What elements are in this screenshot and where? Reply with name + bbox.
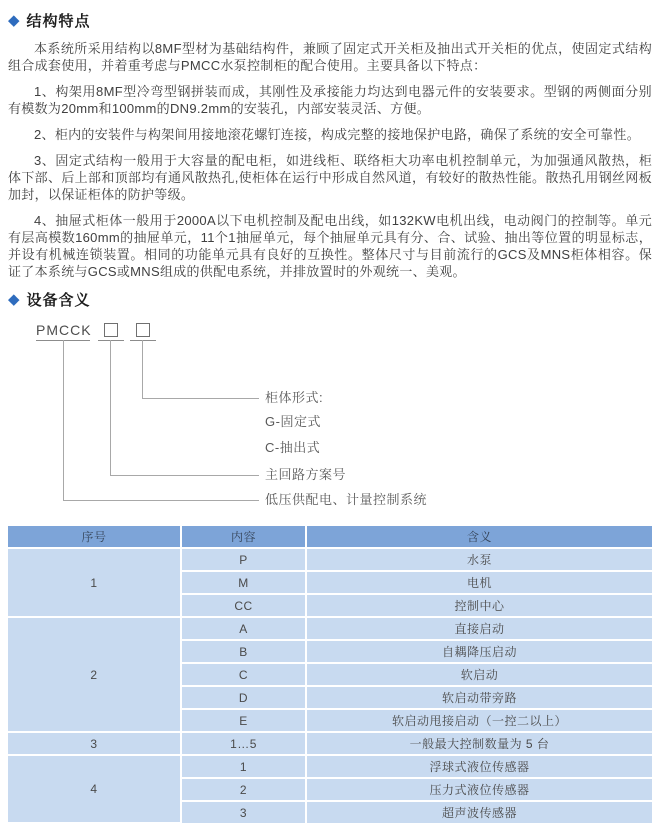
meaning-cell: 软启动甩接启动（一控二以上） — [306, 709, 652, 732]
meaning-cell: 一般最大控制数量为 5 台 — [306, 732, 652, 755]
model-code-box-2 — [136, 323, 150, 337]
code-cell: D — [181, 686, 306, 709]
section-heading-device — [8, 289, 652, 310]
table-row — [8, 617, 652, 640]
diamond-icon: ◆ — [8, 12, 20, 29]
diagram-label-system: 低压供配电、计量控制系统 — [265, 492, 428, 507]
code-cell: 1 — [181, 755, 306, 778]
meaning-cell: 软启动 — [306, 663, 652, 686]
section-title-device: 设备含义 — [26, 292, 91, 309]
meaning-cell: 压力式液位传感器 — [306, 778, 652, 801]
paragraph-feature-3: 3、固定式结构一般用于大容量的配电柜，如进线柜、联络柜大功率电机控制单元，为加强通风散热，柜体下部、后上部和顶部均有通风散热孔,使柜体在运行中形成自然风道，有较好的散热性能。散热孔用钢丝网板加封，以保证柜体的防护等级。 — [8, 153, 652, 202]
code-cell: P — [181, 548, 306, 571]
meaning-table — [8, 526, 652, 824]
model-code-diagram — [8, 320, 652, 520]
code-cell: CC — [181, 594, 306, 617]
code-cell: M — [181, 571, 306, 594]
code-cell: B — [181, 640, 306, 663]
meaning-cell: 软启动带旁路 — [306, 686, 652, 709]
paragraph-intro: 本系统所采用结构以8MF型材为基础结构件，兼顾了固定式开关柜及抽出式开关柜的优点，使固定式结构组合成套使用，并着重考虑与PMCC水泵控制柜的配合使用。主要具备以下特点： — [8, 41, 652, 73]
meaning-cell: 水泵 — [306, 548, 652, 571]
table-row — [8, 732, 652, 755]
meaning-cell: 直接启动 — [306, 617, 652, 640]
col-header-content: 内容 — [181, 526, 306, 548]
meaning-cell: 自耦降压启动 — [306, 640, 652, 663]
col-header-serial: 序号 — [8, 526, 181, 548]
col-header-meaning: 含义 — [306, 526, 652, 548]
serial-cell: 3 — [8, 732, 181, 755]
code-cell: C — [181, 663, 306, 686]
table-row — [8, 548, 652, 571]
code-cell: 2 — [181, 778, 306, 801]
model-code-text: PMCCK — [36, 322, 92, 338]
paragraph-feature-1: 1、构架用8MF型冷弯型钢拼装而成，其刚性及承接能力均达到电器元件的安装要求。型钢的两侧面分别有模数为20mm和100mm的DN9.2mm的安装孔，内部安装灵活、方便。 — [8, 84, 652, 116]
section-title-structure: 结构特点 — [26, 13, 91, 30]
diagram-label-drawout: C-抽出式 — [265, 440, 321, 455]
connector-line-cabinet-type — [142, 340, 259, 399]
table-header-row — [8, 526, 652, 548]
table-row — [8, 755, 652, 778]
code-cell: 1…5 — [181, 732, 306, 755]
diagram-label-scheme: 主回路方案号 — [265, 467, 347, 482]
diagram-label-fixed: G-固定式 — [265, 414, 321, 429]
section-heading-structure — [8, 10, 652, 31]
meaning-cell: 超声波传感器 — [306, 801, 652, 823]
code-cell: E — [181, 709, 306, 732]
paragraph-feature-4: 4、抽屉式柜体一般用于2000A以下电机控制及配电出线，如132KW电机出线，电动阀门的控制等。单元有层高模数160mm的抽屉单元，11个1抽屉单元，每个抽屉单元具有分、合、试验、抽出等位置的明显标志，并设有机械连锁装置。相同的功能单元具有良好的互换性。整体尺寸与目前流行的GCS及MNS柜体相容。保证了本系统与GCS或MNS组成的供配电系统，并排放置时的外观统一、美观。 — [8, 213, 652, 279]
diamond-icon: ◆ — [8, 291, 20, 308]
code-cell: 3 — [181, 801, 306, 823]
code-cell: A — [181, 617, 306, 640]
meaning-cell: 电机 — [306, 571, 652, 594]
model-code-box-1 — [104, 323, 118, 337]
paragraph-feature-2: 2、柜内的安装件与构架间用接地滚花螺钉连接，构成完整的接地保护电路，确保了系统的安全可靠性。 — [34, 127, 641, 142]
diagram-label-cabinet-type: 柜体形式: — [265, 390, 324, 405]
serial-cell: 2 — [8, 617, 181, 732]
meaning-cell: 控制中心 — [306, 594, 652, 617]
serial-cell: 4 — [8, 755, 181, 823]
serial-cell: 1 — [8, 548, 181, 617]
meaning-cell: 浮球式液位传感器 — [306, 755, 652, 778]
